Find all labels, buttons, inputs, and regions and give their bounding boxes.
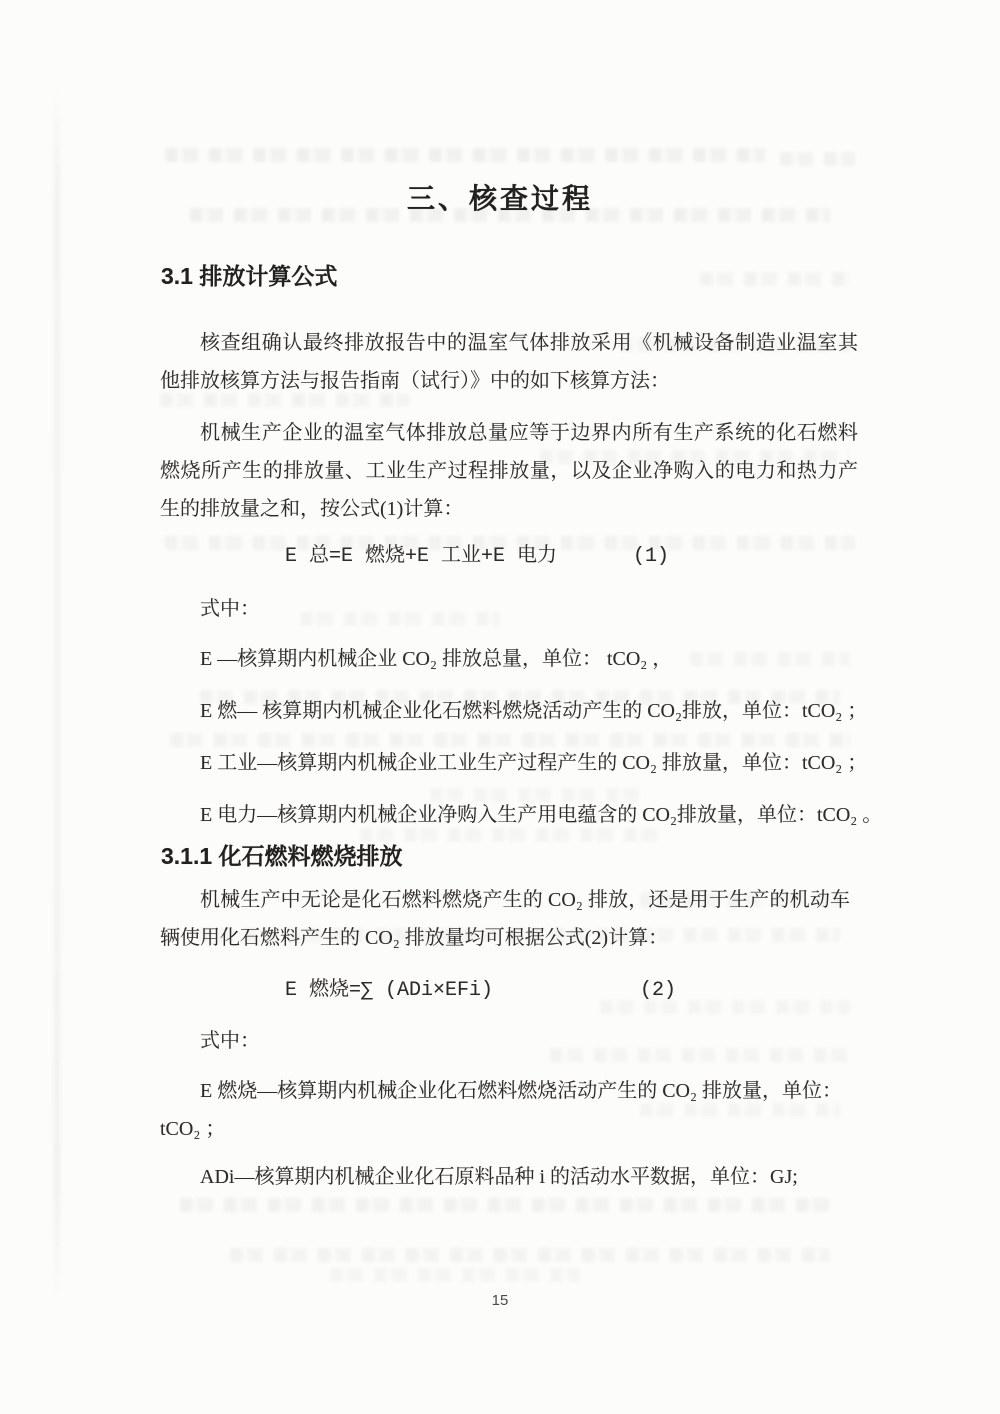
bleed-through-artifact xyxy=(780,152,855,166)
definition-e-electricity: E 电力—核算期内机械企业净购入生产用电蕴含的 CO₂排放量，单位：tCO₂ 。 xyxy=(200,804,883,826)
definition-e-combustion-detail xyxy=(160,1072,908,1148)
section-heading-3-1-1: 3.1.1 化石燃料燃烧排放 xyxy=(161,843,403,869)
where-label-2: 式中： xyxy=(200,1030,260,1052)
section-heading-3-1: 3.1 排放计算公式 xyxy=(161,263,338,289)
formula-1 xyxy=(160,538,880,576)
formula-2-number: (2) xyxy=(640,979,677,1002)
paragraph-fossil-fuel: 机械生产中无论是化石燃料燃烧产生的 CO₂ 排放，还是用于生产的机动车辆使用化石燃料产生的 CO₂ 排放量均可根据公式(2)计算： xyxy=(160,889,850,949)
bleed-through-artifact xyxy=(330,1268,580,1282)
definition-e-industrial: E 工业—核算期内机械企业工业生产过程产生的 CO₂ 排放量，单位：tCO₂ ； xyxy=(200,752,868,774)
definition-adi: ADi—核算期内机械企业化石原料品种 i 的活动水平数据，单位：GJ; xyxy=(200,1166,798,1188)
document-title: 三、核查过程 xyxy=(406,184,593,215)
definition-e-combustion: E 燃— 核算期内机械企业化石燃料燃烧活动产生的 CO₂排放，单位：tCO₂ ； xyxy=(200,700,868,722)
definition-e-combustion-line-2: tCO₂ ； xyxy=(160,1118,226,1140)
definition-e-total: E —核算期内机械企业 CO₂ 排放总量，单位： tCO₂ ， xyxy=(200,648,673,670)
bleed-through-artifact xyxy=(700,272,850,286)
bleed-through-artifact xyxy=(550,1048,850,1062)
formula-2-expression: E 燃烧=∑ (ADi×EFi) xyxy=(285,979,494,1002)
bleed-through-artifact xyxy=(180,1198,840,1212)
formula-1-expression: E 总=E 燃烧+E 工业+E 电力 xyxy=(285,545,558,568)
scanner-streak-artifact xyxy=(54,85,60,1310)
where-label-1: 式中： xyxy=(200,598,260,620)
paragraph-method-source: 核查组确认最终排放报告中的温室气体排放采用《机械设备制造业温室其他排放核算方法与报告指南（试行）》中的如下核算方法： xyxy=(160,332,858,392)
paragraph-total-emissions: 机械生产企业的温室气体排放总量应等于边界内所有生产系统的化石燃料燃烧所产生的排放量、工业生产过程排放量，以及企业净购入的电力和热力产生的排放量之和，按公式(1)计算： xyxy=(160,422,858,520)
formula-2 xyxy=(160,972,880,1010)
formula-1-number: (1) xyxy=(633,545,670,568)
bleed-through-artifact xyxy=(165,148,765,162)
bleed-through-artifact xyxy=(230,1248,830,1262)
definition-e-combustion-line-1: E 燃烧—核算期内机械企业化石燃料燃烧活动产生的 CO₂ 排放量，单位： xyxy=(200,1080,842,1102)
page-number: 15 xyxy=(491,1292,509,1309)
